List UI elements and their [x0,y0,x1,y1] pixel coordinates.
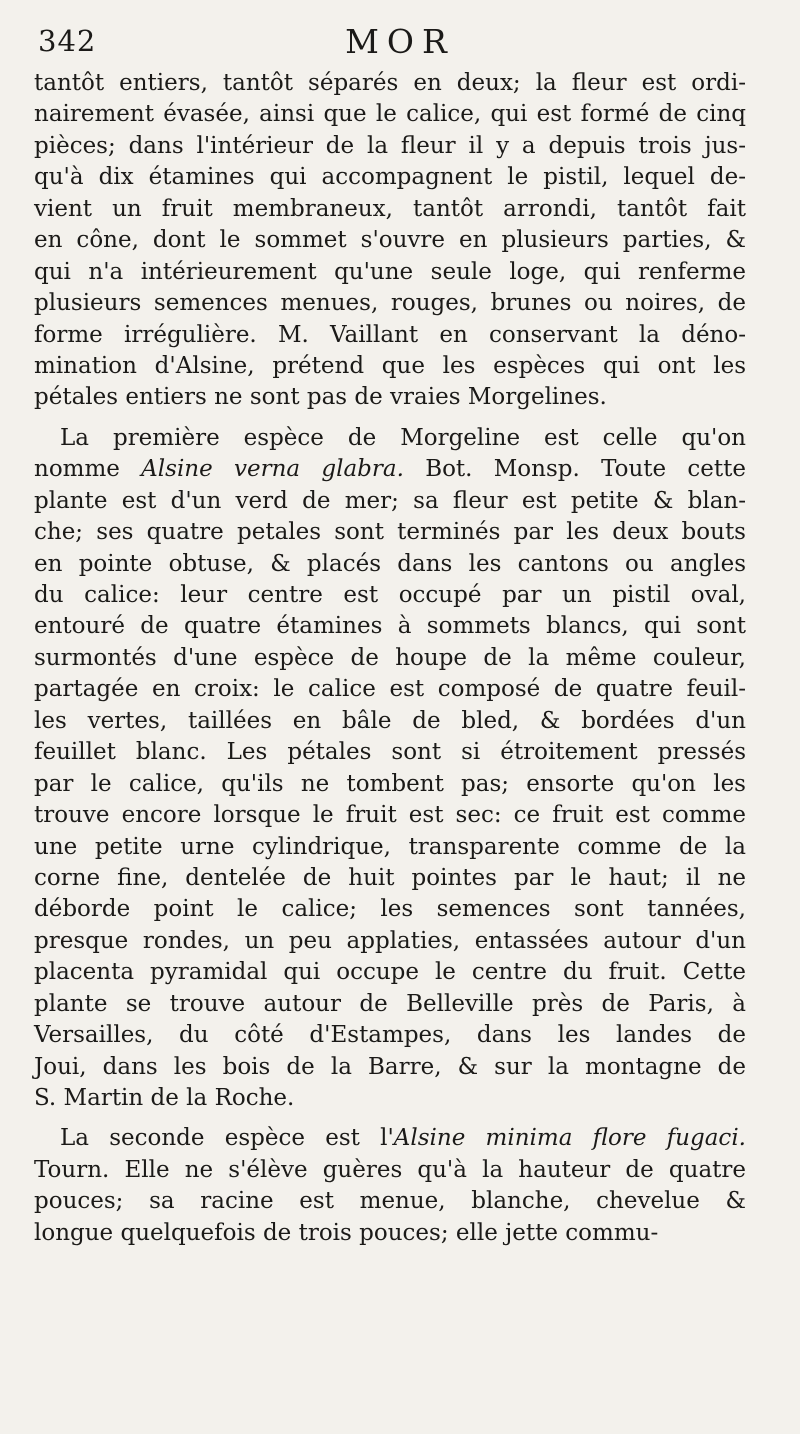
text-line [34,382,746,413]
text-line [34,225,746,256]
text-line [34,1020,746,1051]
italic-text: Alsine minima flore fugaci. [393,1125,746,1152]
text-line [34,1083,746,1114]
text-line [34,894,746,925]
text-run: les vertes, taillées en bâle de bled, & bordées d'un [34,707,746,734]
text-run: nomme [34,456,142,483]
text-run: du calice: leur centre est occupé par un pistil oval, [34,582,746,608]
text-line [34,486,746,517]
running-head [34,22,766,62]
text-line [34,643,746,674]
text-run: Bot. Monsp. Toute cette [403,456,746,483]
text-line [34,769,746,800]
text-run: forme irrégulière. M. Vaillant en conservant la déno- [34,321,746,348]
text-run: che; ses quatre petales sont terminés par les deux bouts [34,519,746,546]
text-line [34,549,746,580]
paragraph-gap [34,1114,746,1123]
text-line [34,1218,746,1249]
text-line [34,737,746,768]
text-run: qu'à dix étamines qui accompagnent le pistil, lequel de- [34,164,746,191]
italic-text: Alsine verna glabra. [141,456,404,483]
text-line [34,832,746,863]
text-line [34,1155,746,1186]
text-run: par le calice, qu'ils ne tombent pas; ensorte qu'on les [34,770,746,797]
text-run: pièces; dans l'intérieur de la fleur il y a depuis trois jus- [34,132,746,159]
text-run: nairement évasée, ainsi que le calice, qui est formé de cinq [34,101,746,128]
text-run: une petite urne cylindrique, transparente comme de la [34,833,746,860]
text-line [34,99,746,130]
text-run: plusieurs semences menues, rouges, brunes ou noires, de [34,290,746,317]
text-run: Tourn. Elle ne s'élève guères qu'à la hauteur de quatre [34,1156,746,1183]
text-run: tantôt entiers, tantôt séparés en deux; la fleur est ordi- [34,70,746,96]
text-run: vient un fruit membraneux, tantôt arrondi, tantôt fait [34,195,746,222]
text-line [34,68,746,99]
text-line [34,131,746,162]
text-run: presque rondes, un peu applaties, entassées autour d'un [34,927,746,954]
text-run: plante est d'un verd de mer; sa fleur est petite & blan- [34,487,746,514]
text-line [34,194,746,225]
text-line [34,454,746,485]
text-run: Joui, dans les bois de la Barre, & sur la montagne de [34,1053,746,1080]
text-run: en cône, dont le sommet s'ouvre en plusieurs parties, & [34,227,746,254]
body-text [34,68,746,1249]
text-line [34,423,746,454]
text-line [34,162,746,193]
paragraph-gap [34,414,746,423]
running-title: MOR [345,22,455,61]
page-number: 342 [38,24,97,58]
text-line [34,320,746,351]
text-line [34,957,746,988]
text-run: feuillet blanc. Les pétales sont si étroitement pressés [34,739,746,766]
text-line [34,1186,746,1217]
text-run: La première espèce de Morgeline est celle qu'on [60,424,746,451]
text-line [34,863,746,894]
text-run: mination d'Alsine, prétend que les espèces qui ont les [34,352,746,379]
text-line [34,706,746,737]
text-run: La seconde espèce est l' [60,1125,394,1152]
text-line [34,257,746,288]
text-line [34,989,746,1020]
text-run: trouve encore lorsque le fruit est sec: ce fruit est comme [34,802,746,829]
text-run: Versailles, du côté d'Estampes, dans les landes de [34,1022,746,1049]
text-run: en pointe obtuse, & placés dans les cantons ou angles [34,550,746,577]
text-run: placenta pyramidal qui occupe le centre du fruit. Cette [34,959,746,986]
text-line [34,674,746,705]
paragraph [34,1123,746,1249]
text-line [34,1123,746,1154]
text-run: entouré de quatre étamines à sommets blancs, qui sont [34,613,746,640]
text-line [34,611,746,642]
text-run: partagée en croix: le calice est composé de quatre feuil- [34,676,746,703]
text-run: corne fine, dentelée de huit pointes par le haut; il ne [34,864,746,891]
text-run: surmontés d'une espèce de houpe de la même couleur, [34,644,746,671]
paragraph [34,68,746,414]
text-line [34,351,746,382]
text-line [34,926,746,957]
text-run: pouces; sa racine est menue, blanche, chevelue & [34,1188,746,1215]
text-line [34,517,746,548]
text-run: longue quelquefois de trois pouces; elle jette commu- [34,1219,659,1246]
text-run: plante se trouve autour de Belleville près de Paris, à [34,990,746,1017]
text-run: déborde point le calice; les semences sont tannées, [34,896,746,923]
text-run: qui n'a intérieurement qu'une seule loge, qui renferme [34,258,746,285]
text-line [34,580,746,611]
text-line [34,1052,746,1083]
text-line [34,800,746,831]
text-run: pétales entiers ne sont pas de vraies Morgelines. [34,384,607,411]
text-run: S. Martin de la Roche. [34,1085,295,1111]
paragraph [34,423,746,1115]
text-line [34,288,746,319]
